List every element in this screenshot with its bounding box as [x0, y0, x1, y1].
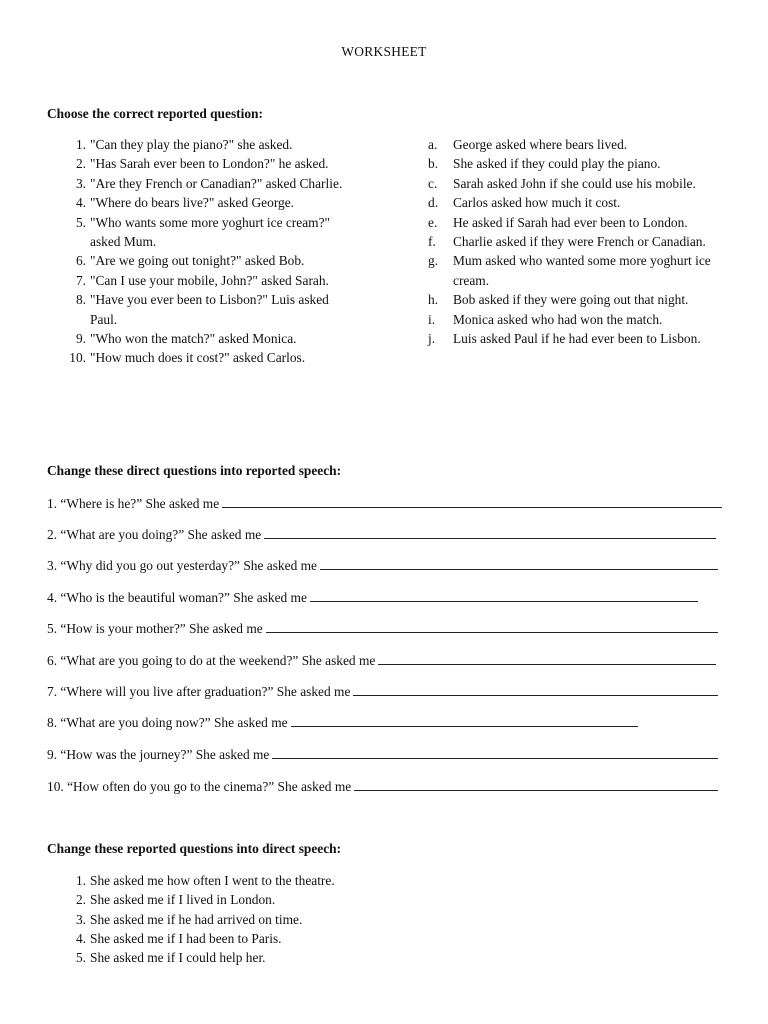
item-letter: a.: [428, 137, 438, 152]
list-item: [62, 329, 352, 348]
item-letter: j.: [428, 331, 436, 347]
item-text: She asked me if he had arrived on time.: [90, 911, 303, 927]
list-item: [62, 890, 462, 909]
exercise-prompt: 10. “How often do you go to the cinema?” She asked me: [47, 779, 352, 794]
list-item: [424, 251, 714, 290]
item-number: 2.: [75, 156, 86, 172]
list-item: [62, 271, 352, 290]
section3-heading: Change these reported questions into direct speech:: [47, 841, 342, 856]
item-letter: d.: [428, 195, 439, 211]
reported-questions-list: [62, 871, 462, 967]
exercise-line: [47, 494, 722, 512]
list-item: [424, 213, 714, 232]
item-letter: c.: [428, 175, 438, 191]
exercise-prompt: 8. “What are you doing now?” She asked me: [47, 715, 288, 730]
item-text: He asked if Sarah had ever been to London.: [453, 214, 688, 230]
item-letter: i.: [428, 311, 436, 327]
item-text: "Are they French or Canadian?" asked Charlie.: [90, 175, 343, 191]
item-text: "Who won the match?" asked Monica.: [90, 331, 297, 347]
worksheet-title: WORKSHEET: [341, 44, 427, 59]
item-text: "Are we going out tonight?" asked Bob.: [90, 253, 305, 269]
item-number: 9.: [75, 331, 86, 347]
exercise-line: [47, 588, 698, 606]
item-text: Sarah asked John if she could use his mobile.: [453, 175, 696, 191]
list-item: [424, 193, 714, 212]
item-text: "Can they play the piano?" she asked.: [90, 137, 293, 152]
exercise-prompt: 6. “What are you going to do at the weekend?” She asked me: [47, 653, 376, 668]
answer-blank[interactable]: [291, 713, 638, 727]
item-text: Monica asked who had won the match.: [453, 311, 663, 327]
exercise-prompt: 9. “How was the journey?” She asked me: [47, 747, 270, 762]
answer-blank[interactable]: [266, 619, 718, 633]
exercise-prompt: 1. “Where is he?” She asked me: [47, 496, 220, 511]
answer-blank[interactable]: [354, 777, 718, 791]
list-item: [62, 929, 462, 948]
item-text: "Have you ever been to Lisbon?" Luis asked Paul.: [90, 292, 329, 327]
exercise-line: [47, 682, 718, 700]
item-letter: f.: [428, 234, 436, 250]
list-item: [62, 871, 462, 890]
answer-blank[interactable]: [272, 745, 718, 759]
exercise-line: [47, 777, 718, 795]
list-item: [62, 348, 352, 367]
list-item: [424, 310, 714, 329]
item-text: She asked me if I had been to Paris.: [90, 930, 282, 946]
answer-blank[interactable]: [222, 494, 722, 508]
list-item: [62, 213, 352, 252]
item-number: 6.: [75, 253, 86, 269]
questions-list: [62, 135, 352, 368]
list-item: [424, 174, 714, 193]
answer-blank[interactable]: [320, 556, 718, 570]
item-number: 10.: [69, 350, 86, 366]
exercise-prompt: 2. “What are you doing?” She asked me: [47, 527, 262, 542]
list-item: [62, 154, 352, 173]
item-number: 3.: [75, 911, 86, 927]
item-text: She asked me how often I went to the theatre.: [90, 873, 335, 888]
item-text: Carlos asked how much it cost.: [453, 195, 621, 211]
item-text: "Who wants some more yoghurt ice cream?" asked Mum.: [90, 214, 330, 250]
item-text: "How much does it cost?" asked Carlos.: [90, 350, 306, 366]
item-number: 4.: [75, 195, 86, 211]
item-number: 5.: [75, 214, 86, 230]
list-item: [62, 135, 352, 154]
item-text: Luis asked Paul if he had ever been to Lisbon.: [453, 331, 701, 347]
item-number: 3.: [75, 175, 86, 191]
list-item: [62, 948, 462, 967]
exercise-prompt: 3. “Why did you go out yesterday?” She asked me: [47, 558, 317, 573]
item-number: 1.: [75, 873, 86, 888]
item-text: She asked me if I lived in London.: [90, 892, 276, 908]
list-item: [424, 329, 714, 348]
exercise-line: [47, 745, 718, 763]
section1-heading: Choose the correct reported question:: [47, 106, 263, 121]
list-item: [424, 154, 714, 173]
exercise-line: [47, 619, 718, 637]
item-number: 4.: [75, 930, 86, 946]
item-text: "Can I use your mobile, John?" asked Sarah.: [90, 272, 329, 288]
list-item: [62, 174, 352, 193]
exercise-prompt: 7. “Where will you live after graduation?” She asked me: [47, 684, 351, 699]
item-text: George asked where bears lived.: [453, 137, 628, 152]
item-number: 1.: [75, 137, 86, 152]
item-letter: g.: [428, 253, 439, 269]
item-letter: h.: [428, 292, 439, 308]
item-text: "Where do bears live?" asked George.: [90, 195, 295, 211]
exercise-line: [47, 651, 716, 669]
answer-blank[interactable]: [310, 588, 698, 602]
answers-list: [424, 135, 714, 348]
list-item: [62, 290, 352, 329]
exercise-prompt: 4. “Who is the beautiful woman?” She asked me: [47, 590, 307, 605]
exercise-line: [47, 556, 718, 574]
item-number: 7.: [75, 272, 86, 288]
item-text: Bob asked if they were going out that night.: [453, 292, 689, 308]
exercise-line: [47, 525, 716, 543]
item-text: She asked if they could play the piano.: [453, 156, 661, 172]
item-number: 8.: [75, 292, 86, 308]
list-item: [424, 135, 714, 154]
item-letter: b.: [428, 156, 439, 172]
list-item: [62, 251, 352, 270]
answer-blank[interactable]: [264, 525, 716, 539]
item-text: "Has Sarah ever been to London?" he asked.: [90, 156, 329, 172]
list-item: [424, 290, 714, 309]
list-item: [62, 193, 352, 212]
answer-blank[interactable]: [353, 682, 718, 696]
section2-heading: Change these direct questions into reported speech:: [47, 463, 342, 478]
list-item: [62, 910, 462, 929]
list-item: [424, 232, 714, 251]
exercise-prompt: 5. “How is your mother?” She asked me: [47, 621, 263, 636]
answer-blank[interactable]: [378, 651, 716, 665]
item-text: Mum asked who wanted some more yoghurt ice cream.: [453, 253, 711, 288]
item-letter: e.: [428, 214, 438, 230]
item-number: 2.: [75, 892, 86, 908]
item-text: Charlie asked if they were French or Canadian.: [453, 234, 706, 250]
exercise-line: [47, 713, 638, 731]
item-number: 5.: [75, 950, 86, 966]
item-text: She asked me if I could help her.: [90, 950, 266, 966]
